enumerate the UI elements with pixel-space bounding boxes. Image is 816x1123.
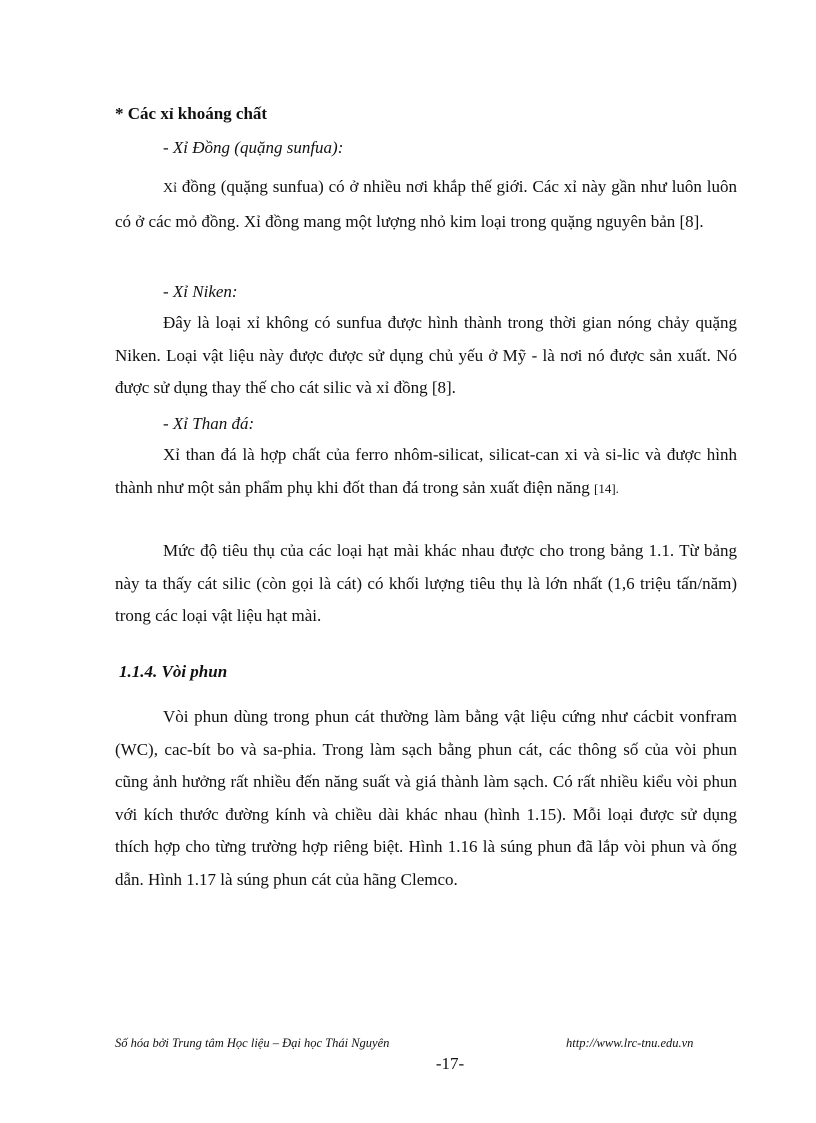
footer-source: Số hóa bởi Trung tâm Học liệu – Đại học Thái Nguyên (115, 1036, 390, 1050)
nickel-slag-title: - Xỉ Niken: (163, 282, 238, 301)
copper-slag-paragraph (115, 171, 737, 238)
footer-url: http://www.lrc-tnu.edu.vn (566, 1036, 694, 1050)
page-number: -17- (435, 1054, 465, 1073)
coal-slag-body: Xỉ than đá là hợp chất của ferro nhôm-silicat, silicat-can xi và si-lic và được hình thành như một sản phẩm phụ khi đốt than đá trong sản xuất điện năng (115, 445, 737, 497)
nozzle-paragraph: Vòi phun dùng trong phun cát thường làm bằng vật liệu cứng như cácbit vonfram (WC), cac-bít bo và sa-phia. Trong làm sạch bằng phun cát, các thông số của vòi phun cũng ảnh hưởng rất nhiều đến năng suất và giá thành làm sạch. Có rất nhiều kiểu vòi phun với kích thước đường kính và chiều dài khác nhau (hình 1.15). Mỗi loại được sử dụng thích hợp cho từng trường hợp riêng biệt. Hình 1.16 là súng phun đã lắp vòi phun và ống dẫn. Hình 1.17 là súng phun cát của hãng Clemco. (115, 707, 737, 889)
coal-slag-title: - Xỉ Than đá: (163, 414, 255, 433)
consumption-paragraph: Mức độ tiêu thụ của các loại hạt mài khác nhau được cho trong bảng 1.1. Từ bảng này ta thấy cát silic (còn gọi là cát) có khối lượng tiêu thụ là lớn nhất (1,6 triệu tấn/năm) trong các loại vật liệu hạt mài. (115, 541, 737, 625)
copper-slag-title: - Xỉ Đồng (quặng sunfua): (163, 138, 344, 157)
nozzle-section-heading: 1.1.4. Vòi phun (119, 662, 228, 681)
coal-slag-paragraph (115, 439, 737, 505)
copper-slag-prefix: Xỉ (163, 181, 177, 196)
copper-slag-body: đồng (quặng sunfua) có ở nhiều nơi khắp thế giới. Các xỉ này gần như luôn luôn có ở các mỏ đồng. Xỉ đồng mang một lượng nhỏ kim loại trong quặng nguyên bản [8]. (115, 177, 737, 231)
coal-slag-ref: [14]. (594, 480, 619, 496)
slag-section-heading: * Các xỉ khoáng chất (115, 104, 268, 123)
nickel-slag-paragraph: Đây là loại xỉ không có sunfua được hình thành trong thời gian nóng chảy quặng Niken. Loại vật liệu này được được sử dụng chủ yếu ở Mỹ - là nơi nó được sản xuất. Nó được sử dụng thay thế cho cát silic và xỉ đồng [8]. (115, 313, 737, 397)
